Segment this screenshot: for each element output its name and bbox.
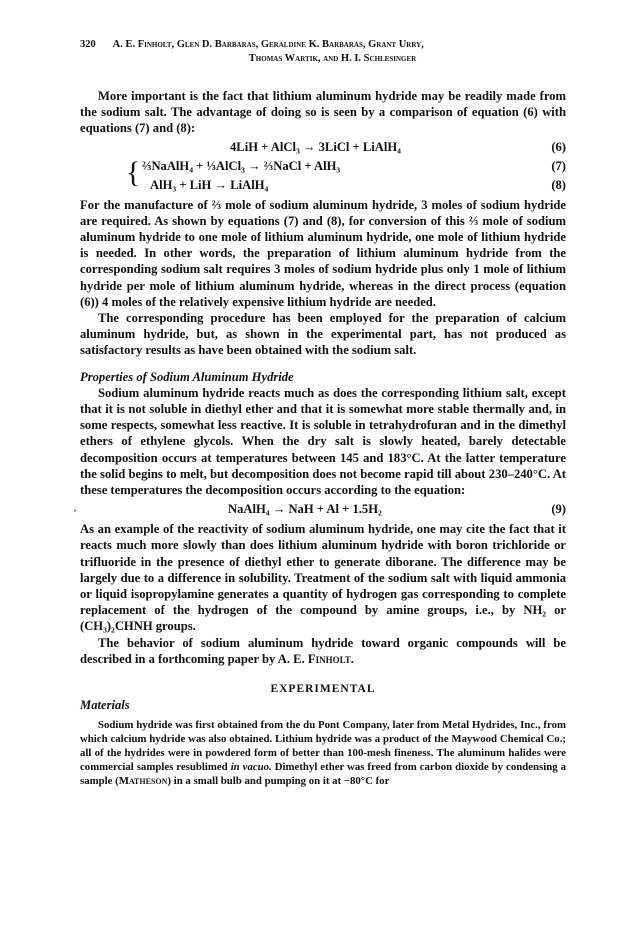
section-heading-experimental: EXPERIMENTAL	[270, 683, 376, 696]
equation-7-expr: ⅔NaAlH₄ + ⅓AlCl₃ → ⅔NaCl + AlH₃	[142, 158, 341, 173]
authors-line-2: Thomas Wartik, and H. I. Schlesinger	[248, 53, 417, 64]
paragraph-properties: Sodium aluminum hydride reacts much as does the corresponding lithium salt, except that it is not soluble in diethyl ether and that it is somewhat more stable thermally and, in some respects, somewhat less reactive. It is soluble in tetrahydrofuran and in the dimethyl ethers of ethylene glycols. When the dry salt is slowly heated, barely detectable decomposition occurs at temperatures between 145 and 183°C. At the latter temperature the solid begins to melt, but decomposition does not become rapid till about 230–240°C. At these temperatures the decomposition occurs according to the equation:	[80, 385, 566, 498]
section-heading-materials: Materials	[80, 698, 130, 713]
equation-9-number: (9)	[551, 502, 566, 517]
paragraph-behavior	[80, 635, 566, 667]
body-text	[74, 88, 567, 789]
paragraph-calcium: The corresponding procedure has been employed for the preparation of calcium aluminum hydride, but, as shown in the experimental part, has not produced as satisfactory results as have been obtained with the sodium salt.	[80, 311, 566, 358]
materials-italic: in vacuo.	[230, 761, 272, 774]
materials-supplier: Matheson	[118, 775, 168, 788]
equation-group-6-8	[80, 139, 566, 194]
equation-7-number: (7)	[551, 158, 566, 173]
page-number: 320	[80, 39, 96, 50]
equation-6-number: (6)	[551, 139, 566, 154]
materials-text-3: ) in a small bulb and pumping on it at −80°C for	[167, 775, 390, 788]
behavior-text: The behavior of sodium aluminum hydride toward organic compounds will be described in a forthcoming paper by A. E.	[80, 635, 566, 666]
equation-8	[80, 177, 566, 194]
paragraph-manufacture: For the manufacture of ⅔ mole of sodium aluminum hydride, 3 moles of sodium hydride are required. As shown by equations (7) and (8), for conversion of this ⅔ mole of sodium aluminum hydride to one mole of lithium aluminum hydride, one mole of lithium hydride is needed. In other words, the preparation of lithium aluminum hydride from the corresponding sodium salt requires 3 moles of sodium hydride plus only 1 mole of lithium hydride per mole of lithium aluminum hydride, whereas in the direct process (equation (6)) 4 moles of the relatively expensive lithium hydride are needed.	[80, 197, 566, 309]
equation-6-expr: 4LiH + AlCl₃ → 3LiCl + LiAlH₄	[230, 139, 401, 154]
equation-7	[80, 158, 566, 175]
brace-icon: {	[126, 155, 141, 189]
equation-9-expr: NaAlH₄ → NaH + Al + 1.5H₂	[228, 502, 382, 517]
running-header	[80, 38, 575, 66]
materials-text-2: Dimethyl ether was freed from carbon dioxide by condensing a sample (	[80, 761, 567, 788]
authors-line-1: A. E. Finholt, Glen D. Barbaras, Geraldine K. Barbaras, Grant Urry,	[112, 39, 424, 50]
equation-9	[74, 501, 566, 518]
intro-paragraph: More important is the fact that lithium aluminum hydride may be readily made from the sodium salt. The advantage of doing so is seen by a comparison of equation (6) with equations (7) and (8):	[80, 89, 566, 136]
behavior-author: Finholt.	[307, 651, 354, 666]
paragraph-reactivity: As an example of the reactivity of sodium aluminum hydride, one may cite the fact that it reacts much more slowly than does lithium aluminum hydride with boron trichloride or trifluoride in the presence of diethyl ether to generate diborane. The difference may be largely due to a difference in solubility. Treatment of the sodium salt with liquid ammonia or liquid isopropylamine generates a quantity of hydrogen gas corresponding to complete replacement of the hydrogen of the compound by amine groups, i.e., by NH₂ or (CH₃)₂CHNH groups.	[80, 522, 566, 634]
materials-text-1: Sodium hydride was first obtained from the du Pont Company, later from Metal Hydrides, Inc., from which calcium hydride was also obtained. Lithium hydride was a product of the Maywood Chemical Co.; all of the hydrides were in powdered form of better than 100-mesh fineness. The aluminum halides were commercial samples resublimed	[80, 718, 566, 774]
equation-6	[80, 139, 566, 156]
stray-mark: ,	[74, 504, 76, 514]
section-heading-properties: Properties of Sodium Aluminum Hydride	[80, 369, 294, 384]
equation-8-number: (8)	[551, 177, 566, 192]
equation-8-expr: AlH₃ + LiH → LiAlH₄	[150, 177, 269, 192]
paragraph-materials	[80, 718, 566, 789]
